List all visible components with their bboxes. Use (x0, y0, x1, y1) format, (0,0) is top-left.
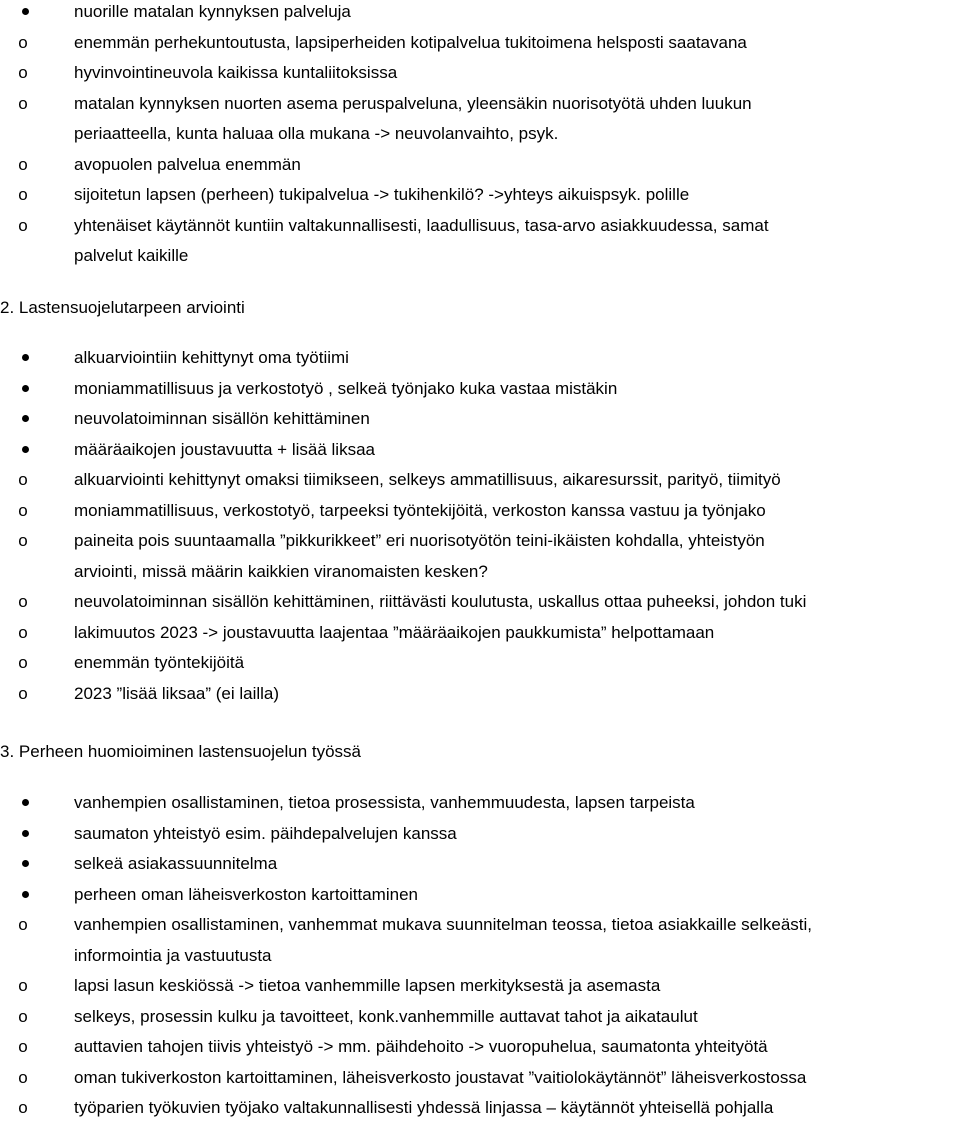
list-item (0, 819, 960, 850)
bullet-circle-icon: o (18, 1067, 28, 1087)
list-item-text: enemmän työntekijöitä (74, 653, 245, 672)
list-item-continuation (0, 941, 960, 972)
list-item-text: neuvolatoiminnan sisällön kehittäminen (74, 409, 370, 428)
list-item-text: arviointi, missä määrin kaikkien viranomaisten kesken? (74, 561, 488, 581)
list-item (0, 343, 960, 374)
bullet-dot-icon (10, 819, 40, 850)
list-item (0, 465, 960, 496)
bullet-dot-icon (10, 435, 40, 466)
bullet-circle-icon: o (18, 531, 28, 550)
bullet-circle-icon: o (18, 500, 28, 520)
list-item (0, 1002, 960, 1033)
list-item (0, 971, 960, 1002)
list-item-continuation (0, 241, 960, 272)
bullet-circle-icon: o (18, 1006, 28, 1026)
section3-heading: 3. Perheen huomioiminen lastensuojelun työssä (0, 742, 362, 761)
list-item (0, 374, 960, 405)
bullet-circle-icon: o (18, 915, 28, 934)
list-item-text: 2023 ”lisää liksaa” (ei lailla) (74, 683, 280, 703)
list-item (0, 587, 960, 618)
list-item-text: saumaton yhteistyö esim. päihdepalvelujen kanssa (74, 823, 457, 843)
bullet-circle-icon: o (18, 154, 28, 174)
list-item (0, 788, 960, 819)
list-item (0, 404, 960, 435)
section1-list (0, 0, 960, 272)
list-item-continuation (0, 557, 960, 588)
list-item-text: moniammatillisuus, verkostotyö, tarpeeksi työntekijöitä, verkoston kanssa vastuu ja työnjako (74, 500, 766, 520)
list-item-text: matalan kynnyksen nuorten asema peruspalveluna, yleensäkin nuorisotyötä uhden luukun (74, 93, 752, 113)
list-item (0, 150, 960, 181)
list-item-text: lapsi lasun keskiössä -> tietoa vanhemmille lapsen merkityksestä ja asemasta (74, 976, 661, 995)
list-item (0, 679, 960, 710)
bullet-dot-icon (10, 880, 40, 911)
bullet-dot-icon (10, 788, 40, 819)
list-item (0, 58, 960, 89)
list-item (0, 0, 960, 28)
bullet-dot-icon (10, 343, 40, 374)
list-item (0, 1063, 960, 1094)
list-item (0, 526, 960, 557)
list-item-text: enemmän perhekuntoutusta, lapsiperheiden kotipalvelua tukitoimena helsposti saatavana (74, 32, 747, 52)
list-item-text: lakimuutos 2023 -> joustavuutta laajentaa ”määräaikojen paukkumista” helpottamaan (74, 622, 715, 642)
list-item-text: selkeä asiakassuunnitelma (74, 854, 278, 873)
list-item-text: vanhempien osallistaminen, tietoa prosessista, vanhemmuudesta, lapsen tarpeista (74, 793, 695, 812)
list-item-continuation (0, 119, 960, 150)
list-item (0, 618, 960, 649)
list-item-text: periaatteella, kunta haluaa olla mukana -> neuvolanvaihto, psyk. (74, 124, 559, 143)
section3-list (0, 788, 960, 1124)
list-item-text: hyvinvointineuvola kaikissa kuntaliitoksissa (74, 63, 398, 82)
bullet-circle-icon: o (18, 592, 28, 611)
bullet-circle-icon: o (18, 32, 28, 52)
list-item (0, 1032, 960, 1063)
list-item (0, 28, 960, 59)
list-item (0, 496, 960, 527)
list-item (0, 435, 960, 466)
list-item-text: palvelut kaikille (74, 246, 189, 265)
list-item (0, 89, 960, 120)
bullet-dot-icon (10, 374, 40, 405)
list-item-text: neuvolatoiminnan sisällön kehittäminen, riittävästi koulutusta, uskallus ottaa puheeksi, johdon tuki (74, 592, 807, 611)
list-item-text: alkuarviointi kehittynyt omaksi tiimikseen, selkeys ammatillisuus, aikaresurssit, parityö, tiimityö (74, 470, 781, 489)
list-item-text: informointia ja vastuutusta (74, 945, 272, 965)
list-item-text: selkeys, prosessin kulku ja tavoitteet, konk.vanhemmille auttavat tahot ja aikataulut (74, 1006, 698, 1026)
list-item-text: avopuolen palvelua enemmän (74, 154, 301, 174)
list-item (0, 910, 960, 941)
section2-list (0, 343, 960, 709)
bullet-dot-icon (10, 0, 40, 28)
list-item (0, 648, 960, 679)
list-item-text: perheen oman läheisverkoston kartoittaminen (74, 884, 418, 904)
list-item-text: alkuarviointiin kehittynyt oma työtiimi (74, 348, 349, 367)
list-item (0, 211, 960, 242)
bullet-circle-icon: o (18, 63, 28, 82)
list-item (0, 880, 960, 911)
bullet-circle-icon: o (18, 622, 28, 642)
list-item-text: oman tukiverkoston kartoittaminen, läheisverkosto joustavat ”vaitiolokäytännöt” läheisverkostossa (74, 1067, 807, 1087)
bullet-dot-icon (10, 849, 40, 880)
list-item-text: yhtenäiset käytännöt kuntiin valtakunnallisesti, laadullisuus, tasa-arvo asiakkuudessa, samat (74, 215, 769, 235)
list-item-text: moniammatillisuus ja verkostotyö , selkeä työnjako kuka vastaa mistäkin (74, 378, 618, 398)
bullet-circle-icon: o (18, 93, 28, 113)
bullet-circle-icon: o (18, 683, 28, 703)
bullet-circle-icon: o (18, 185, 28, 204)
list-item-text: työparien työkuvien työjako valtakunnallisesti yhdessä linjassa – käytännöt yhteisellä pohjalla (74, 1098, 774, 1117)
bullet-circle-icon: o (18, 976, 28, 995)
list-item-text: auttavien tahojen tiivis yhteistyö -> mm. päihdehoito -> vuoropuhelua, saumatonta yhteityötä (74, 1037, 768, 1056)
list-item-text: määräaikojen joustavuutta + lisää liksaa (74, 439, 375, 459)
bullet-circle-icon: o (18, 215, 28, 235)
bullet-circle-icon: o (18, 653, 28, 672)
bullet-circle-icon: o (18, 1098, 28, 1117)
list-item-text: paineita pois suuntaamalla ”pikkurikkeet” eri nuorisotyötön teini-ikäisten kohdalla, yhteistyön (74, 531, 765, 550)
section2-heading: 2. Lastensuojelutarpeen arviointi (0, 298, 245, 317)
list-item-text: sijoitetun lapsen (perheen) tukipalvelua -> tukihenkilö? ->yhteys aikuispsyk. polille (74, 185, 690, 204)
bullet-circle-icon: o (18, 470, 28, 489)
list-item (0, 849, 960, 880)
list-item-text: vanhempien osallistaminen, vanhemmat mukava suunnitelman teossa, tietoa asiakkaille selkeästi, (74, 915, 812, 934)
list-item (0, 180, 960, 211)
list-item (0, 1093, 960, 1124)
bullet-dot-icon (10, 404, 40, 435)
list-item-text: nuorille matalan kynnyksen palveluja (74, 2, 351, 21)
bullet-circle-icon: o (18, 1037, 28, 1056)
